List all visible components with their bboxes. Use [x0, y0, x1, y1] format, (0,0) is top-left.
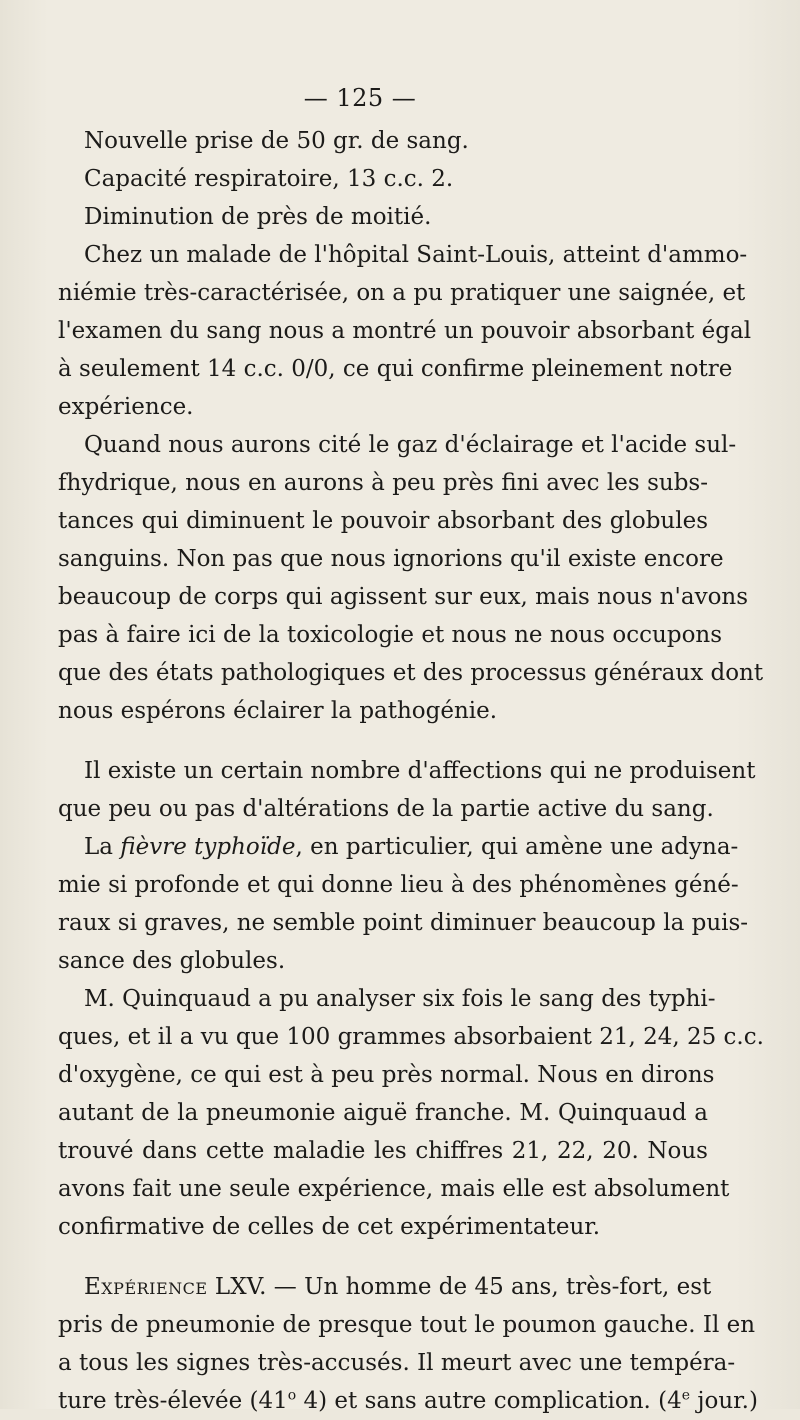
text-line: confirmative de celles de cet expérimentateur. — [58, 1214, 601, 1240]
text-line: l'examen du sang nous a montré un pouvoir absorbant égal — [58, 318, 752, 344]
text-line: tances qui diminuent le pouvoir absorbant des globules — [58, 508, 708, 534]
text-line: Nouvelle prise de 50 gr. de sang. — [84, 128, 469, 154]
text-line: Diminution de près de moitié. — [84, 204, 432, 230]
text-line: avons fait une seule expérience, mais elle est absolument — [58, 1176, 730, 1202]
text-line: niémie très-caractérisée, on a pu pratiquer une saignée, et — [58, 280, 746, 306]
text-line: ture très-élevée (41$^o$ 4) et sans autre complication. (4e jour.) — [58, 1387, 758, 1414]
text-line: La fièvre typhoïde, en particulier, qui amène une adyna- — [84, 834, 739, 860]
text-line: Quand nous aurons cité le gaz d'éclairage et l'acide sul- — [84, 432, 737, 458]
text-line: que peu ou pas d'altérations de la partie active du sang. — [58, 796, 714, 822]
text-line: raux si graves, ne semble point diminuer beaucoup la puis- — [58, 910, 749, 936]
text-line: ques, et il a vu que 100 grammes absorbaient 21, 24, 25 c.c. — [58, 1024, 764, 1050]
text-line: trouvé dans cette maladie les chiffres 21, 22, 20. Nous — [58, 1138, 708, 1164]
body-text — [58, 122, 764, 1420]
text-line: M. Quinquaud a pu analyser six fois le sang des typhi- — [84, 986, 716, 1012]
text-line: sance des globules. — [58, 948, 286, 974]
text-line: pas à faire ici de la toxicologie et nous ne nous occupons — [58, 622, 723, 648]
text-line: à seulement 14 c.c. 0/0, ce qui confirme pleinement notre — [58, 356, 733, 382]
text-line: beaucoup de corps qui agissent sur eux, mais nous n'avons — [58, 584, 749, 610]
text-line: nous espérons éclairer la pathogénie. — [58, 698, 498, 724]
page-number: — 125 — — [303, 84, 417, 112]
text-line: Expérience LXV. — Un homme de 45 ans, très-fort, est — [84, 1274, 712, 1300]
text-line: Capacité respiratoire, 13 c.c. 2. — [84, 166, 454, 192]
text-line: expérience. — [58, 394, 194, 420]
text-line: autant de la pneumonie aiguë franche. M. Quinquaud a — [58, 1100, 708, 1126]
text-line: Il existe un certain nombre d'affections qui ne produisent — [84, 758, 756, 784]
text-line: sanguins. Non pas que nous ignorions qu'il existe encore — [58, 546, 724, 572]
text-line: d'oxygène, ce qui est à peu près normal. Nous en dirons — [58, 1062, 715, 1088]
emphasis-disease-name: fièvre typhoïde — [120, 834, 296, 860]
experiment-label: Expérience — [84, 1274, 208, 1300]
text-line: que des états pathologiques et des processus généraux dont — [58, 660, 764, 686]
text-line: mie si profonde et qui donne lieu à des phénomènes géné- — [58, 872, 739, 898]
text-line: a tous les signes très-accusés. Il meurt avec une tempéra- — [58, 1350, 736, 1376]
text-line: Chez un malade de l'hôpital Saint-Louis, atteint d'ammo- — [84, 242, 748, 268]
text-line: pris de pneumonie de presque tout le poumon gauche. Il en — [58, 1312, 756, 1338]
text-line: fhydrique, nous en aurons à peu près fini avec les subs- — [58, 470, 708, 496]
